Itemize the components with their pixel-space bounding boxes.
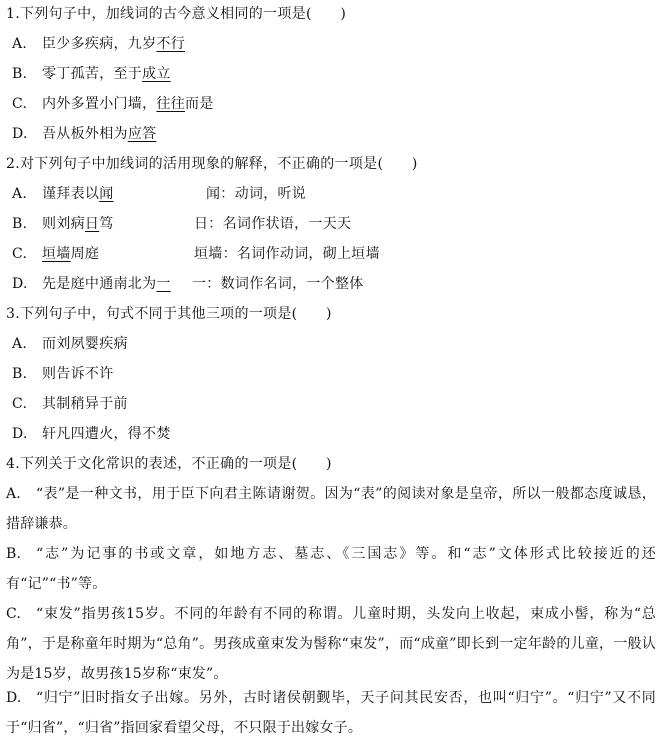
question-1-stem: 1.下列句子中，加线词的古今意义相同的一项是( ) [6,6,347,22]
question-1-option-c[interactable]: C. 内外多置小门墙，往往而是 [12,96,214,112]
underlined-word: 应答 [127,126,157,142]
option-text: “归宁”旧时指女子出嫁。另外，古时诸侯朝觐毕，天子问其民安否，也叫“归宁”。“归宁”又不同于“归省”，“归省”指回家看望父母，不只限于出嫁女子。 [6,690,656,736]
underlined-word: 闻 [99,186,114,202]
question-2-option-b[interactable]: B. 则刘病日笃 日：名词作状语，一天天 [12,216,352,232]
option-note: 闻：动词，听说 [206,186,307,202]
question-4-stem: 4.下列关于文化常识的表述，不正确的一项是( ) [6,456,332,472]
option-text: 轩凡四遭火，得不焚 [42,426,171,442]
option-label: C. [6,606,22,622]
question-3-option-c[interactable] [6,394,658,414]
option-text: “志”为记事的书或文章，如地方志、墓志、《三国志》等。和“志”文体形式比较接近的还有“记”“书”等。 [6,546,656,592]
underlined-word: 日 [84,216,100,232]
question-4-option-a[interactable] [6,479,656,539]
option-text: “表”是一种文书，用于臣下向君主陈请谢贺。因为“表”的阅读对象是皇帝，所以一般都态度诚恳，措辞谦恭。 [6,486,656,532]
option-text: 臣少多疾病，九岁 [42,36,157,52]
option-text: 而刘夙婴疾病 [42,336,128,352]
option-text: 内外多置小门墙， [42,96,157,112]
question-4-option-b[interactable] [6,539,656,599]
option-label: D. [12,126,28,142]
question-1-option-d[interactable] [6,124,658,144]
option-label: B. [6,546,22,562]
underlined-word: 往往 [156,96,186,112]
option-label: D. [6,690,22,706]
underlined-word: 一 [156,276,171,292]
question-2-option-a[interactable]: A. 谨拜表以闻 闻：动词，听说 [12,186,307,202]
option-label: B. [12,216,28,232]
option-text: “束发”指男孩15岁。不同的年龄有不同的称谓。儿童时期，头发向上收起，束成小髻，称为“总角”，于是称童年时期为“总角”。男孩成童束发为髻称“束发”，而“成童”即长到一定年龄的儿童，一般认为是15岁，故男孩15岁称“束发”。 [6,606,656,682]
option-note: 日：名词作状语，一天天 [194,216,352,232]
option-note: 一：数词作名词，一个整体 [192,276,364,292]
question-3-option-d[interactable] [6,424,658,444]
option-label: C. [12,96,28,112]
option-label: A. [12,36,28,52]
question-1-option-b[interactable] [6,64,658,84]
option-label: B. [12,366,28,382]
question-1-option-a[interactable] [6,34,658,54]
question-4-option-c[interactable] [6,599,656,689]
question-3-stem: 3.下列句子中，句式不同于其他三项的一项是( ) [6,306,332,322]
question-3-option-a[interactable] [6,334,658,354]
question-4-option-d[interactable] [6,683,656,743]
question-2-option-c[interactable]: C. 垣墙周庭 垣墙：名词作动词，砌上垣墙 [12,246,380,262]
question-2-option-d[interactable]: D. 先是庭中通南北为一 一：数词作名词，一个整体 [12,276,364,292]
question-3-option-b[interactable] [6,364,658,384]
option-label: C. [12,246,28,262]
option-label: A. [12,336,28,352]
option-note: 垣墙：名词作动词，砌上垣墙 [194,246,380,262]
option-text: 则告诉不许 [42,366,114,382]
underlined-word: 不行 [156,36,186,52]
question-2-stem: 2.对下列句子中加线词的活用现象的解释，不正确的一项是( ) [6,156,418,172]
option-label: A. [12,186,28,202]
underlined-word: 垣墙 [42,246,71,262]
underlined-word: 成立 [142,66,171,82]
option-label: B. [12,66,28,82]
option-text: 其制稍异于前 [42,396,128,412]
option-text: 吾从板外相为 [42,126,128,142]
option-label: C. [12,396,28,412]
option-label: D. [12,276,28,292]
option-label: A. [6,486,21,502]
option-text: 零丁孤苦，至于 [42,66,143,82]
option-label: D. [12,426,28,442]
